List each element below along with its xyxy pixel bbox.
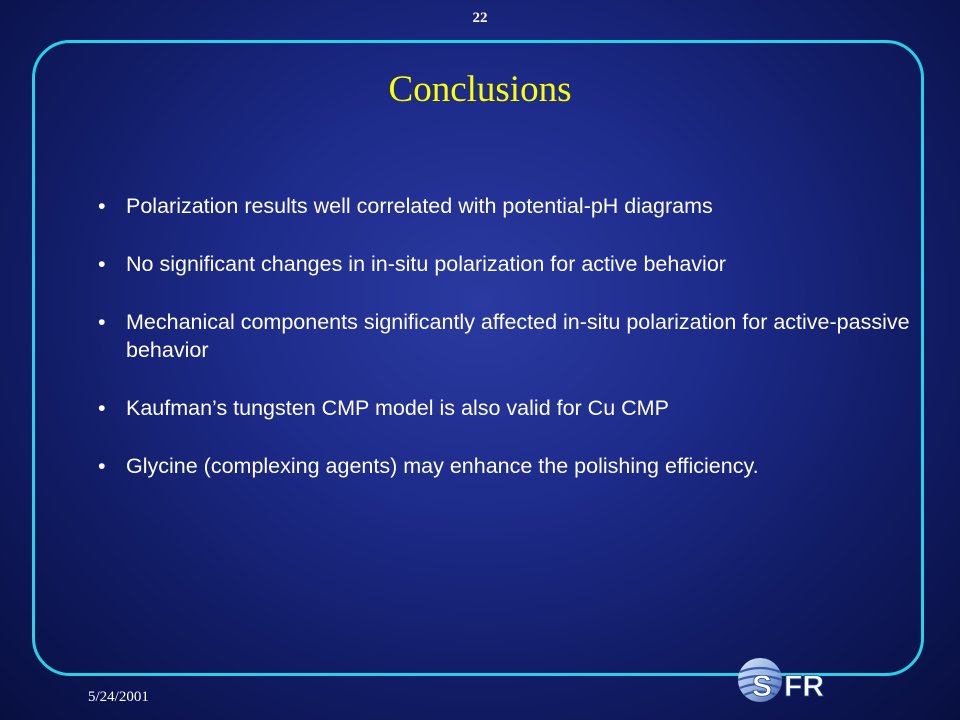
bullet-text: Mechanical components significantly affected in-situ polarization for active-passive behavior — [126, 310, 910, 362]
bullet-dot-icon: • — [98, 310, 106, 334]
svg-text:FR: FR — [784, 670, 824, 703]
bullet-item-2 — [96, 250, 926, 278]
bullet-dot-icon: • — [98, 454, 106, 478]
svg-text:S: S — [752, 670, 773, 703]
bullet-text: Polarization results well correlated with potential-pH diagrams — [126, 194, 713, 218]
bullet-list — [96, 192, 926, 510]
bullet-dot-icon: • — [98, 396, 106, 420]
bullet-item-5 — [96, 452, 926, 480]
bullet-text: Kaufman’s tungsten CMP model is also valid for Cu CMP — [126, 396, 669, 420]
slide-title: Conclusions — [388, 69, 572, 110]
bullet-dot-icon: • — [98, 194, 106, 218]
page-number: 22 — [472, 10, 488, 26]
sfr-logo-icon — [732, 652, 844, 708]
bullet-item-1 — [96, 192, 926, 220]
bullet-text: No significant changes in in-situ polarization for active behavior — [126, 252, 726, 276]
bullet-item-4 — [96, 394, 926, 422]
bullet-item-3 — [96, 308, 926, 364]
bullet-dot-icon: • — [98, 252, 106, 276]
slide-date: 5/24/2001 — [88, 689, 149, 705]
bullet-text: Glycine (complexing agents) may enhance the polishing efficiency. — [126, 454, 759, 478]
